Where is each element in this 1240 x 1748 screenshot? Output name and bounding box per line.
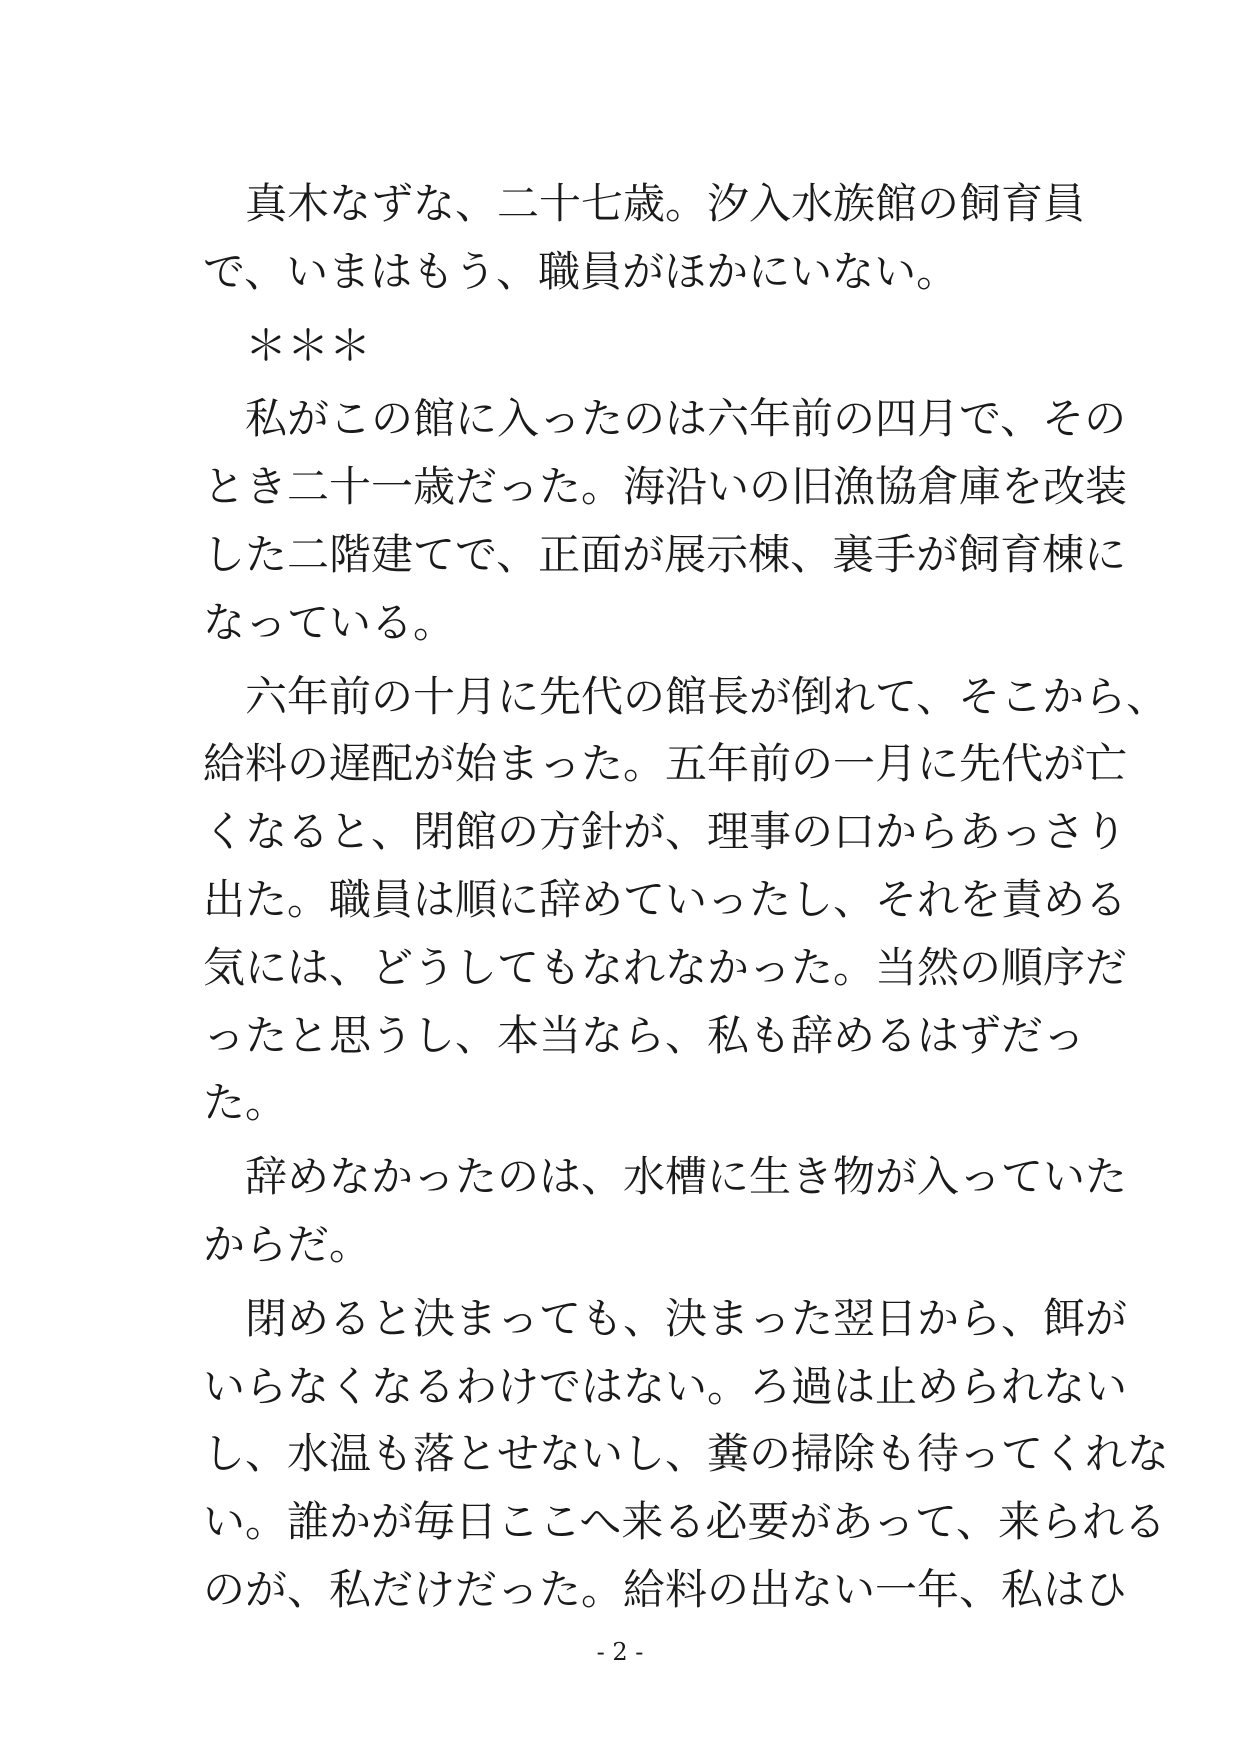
text-line: ったと思うし、本当なら、私も辞めるはずだっ <box>203 1010 1086 1060</box>
text-line: 真木なずな、二十七歳。汐入水族館の飼育員 <box>203 179 1086 228</box>
page-body <box>203 170 1170 1624</box>
page-number: - 2 - <box>596 1638 644 1666</box>
text-line: 閉めると決まっても、決まった翌日から、餌が <box>203 1293 1128 1343</box>
text-line: 六年前の十月に先代の館長が倒れて、そこから、 <box>203 671 1169 721</box>
text-line: のが、私だけだった。給料の出ない一年、私はひ <box>203 1564 1128 1614</box>
text-line: で、いまはもう、職員がほかにいない。 <box>203 246 959 296</box>
text-line: くなると、閉館の方針が、理事の口からあっさり <box>203 807 1127 857</box>
paragraph <box>203 1143 1128 1279</box>
text-line: した二階建てで、正面が展示棟、裏手が飼育棟に <box>203 529 1127 579</box>
text-line: 気には、どうしてもなれなかった。当然の順序だ <box>203 942 1128 992</box>
text-line: い。誰かが毎日ここへ来る必要があって、来られる <box>203 1497 1167 1547</box>
text-line: からだ。 <box>203 1219 372 1269</box>
paragraph <box>203 1285 1170 1624</box>
text-line: し、水温も落とせないし、糞の掃除も待ってくれな <box>203 1429 1170 1479</box>
text-line: 給料の遅配が始まった。五年前の一月に先代が亡 <box>203 739 1128 789</box>
text-line: 私がこの館に入ったのは六年前の四月で、その <box>203 394 1127 444</box>
text-line: なっている。 <box>203 597 456 647</box>
text-line: 出た。職員は順に辞めていったし、それを責める <box>203 874 1128 924</box>
text-line: とき二十一歳だった。海沿いの旧漁協倉庫を改装 <box>203 462 1128 512</box>
text-line: 辞めなかったのは、水槽に生き物が入っていた <box>203 1152 1128 1202</box>
text-line: いらなくなるわけではない。ろ過は止められない <box>203 1361 1128 1411</box>
scene-break: ＊＊＊ <box>203 320 372 370</box>
text-line: た。 <box>203 1078 288 1128</box>
paragraph <box>203 170 1086 306</box>
paragraph <box>203 663 1169 1138</box>
paragraph <box>203 385 1128 656</box>
